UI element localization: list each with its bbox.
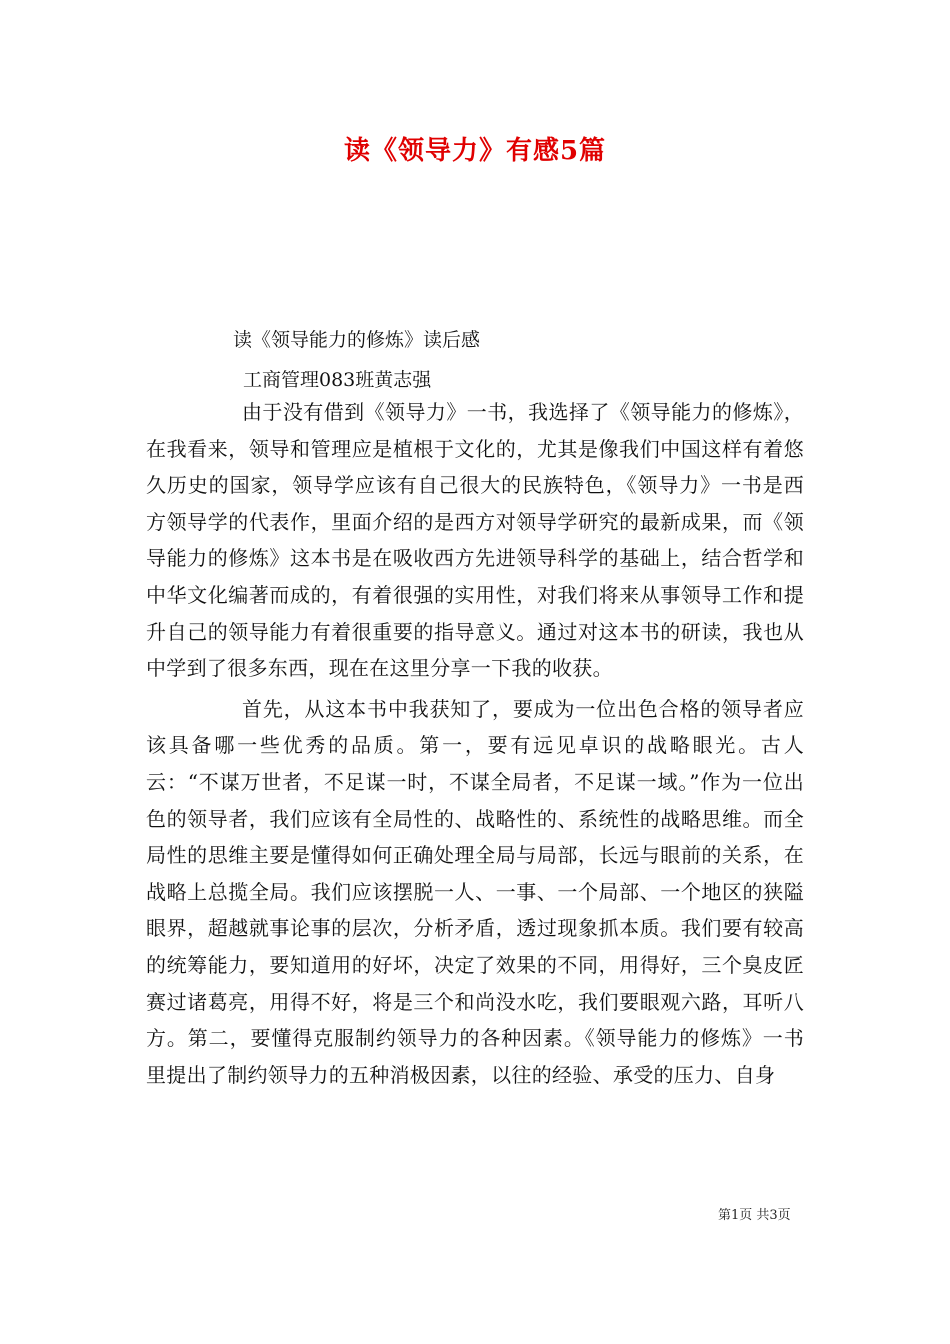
article-body — [146, 394, 804, 1093]
page-number: 第1页 共3页 — [718, 1208, 791, 1223]
document-title: 读《领导力》有感5篇 — [343, 136, 607, 166]
body-paragraph: 首先，从这本书中我获知了，要成为一位出色合格的领导者应该具备哪一些优秀的品质。第一，要有远见卓识的战略眼光。古人云：“不谋万世者，不足谋一时，不谋全局者，不足谋一域。”作为一位出色的领导者，我们应该有全局性的、战略性的、系统性的战略思维。而全局性的思维主要是懂得如何正确处理全局与局部，长远与眼前的关系，在战略上总揽全局。我们应该摆脱一人、一事、一个局部、一个地区的狭隘眼界，超越就事论事的层次，分析矛盾，透过现象抓本质。我们要有较高的统筹能力，要知道用的好坏，决定了效果的不同，用得好，三个臭皮匠赛过诸葛亮，用得不好，将是三个和尚没水吃，我们要眼观六路，耳听八方。第二，要懂得克服制约领导力的各种因素。《领导能力的修炼》一书里提出了制约领导力的五种消极因素，以往的经验、承受的压力、自身 — [146, 696, 804, 1087]
article-title: 读《领导能力的修炼》读后感 — [233, 329, 481, 351]
body-paragraph: 由于没有借到《领导力》一书，我选择了《领导能力的修炼》，在我看来，领导和管理应是植根于文化的，尤其是像我们中国这样有着悠久历史的国家，领导学应该有自己很大的民族特色，《领导力》一书是西方领导学的代表作，里面介绍的是西方对领导学研究的最新成果，而《领导能力的修炼》这本书是在吸收西方先进领导科学的基础上，结合哲学和中华文化编著而成的，有着很强的实用性，对我们将来从事领导工作和提升自己的领导能力有着很重要的指导意义。通过对这本书的研读，我也从中学到了很多东西，现在在这里分享一下我的收获。 — [146, 400, 804, 681]
author-line: 工商管理083班黄志强 — [243, 369, 432, 391]
